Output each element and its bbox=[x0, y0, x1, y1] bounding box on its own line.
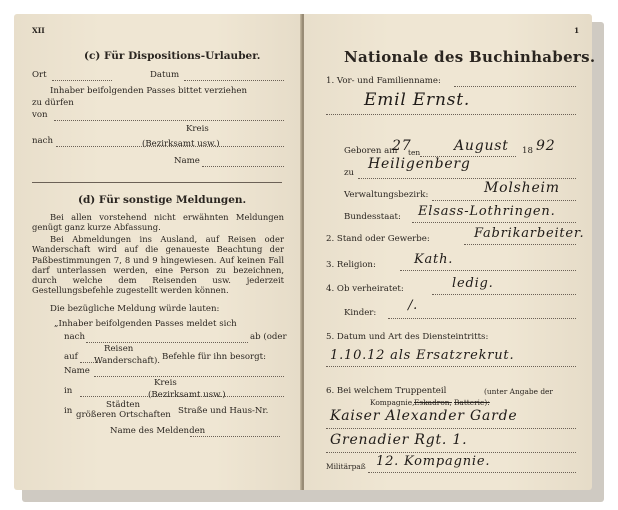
vorname-line2 bbox=[326, 114, 576, 115]
in-label-d: in bbox=[64, 386, 73, 396]
von-label: von bbox=[32, 110, 48, 120]
ab-oder: ab (oder bbox=[250, 332, 287, 342]
eskadron: Eskadron, bbox=[414, 398, 452, 407]
stand-line bbox=[464, 244, 576, 245]
stand-value: Fabrikarbeiter. bbox=[474, 226, 585, 241]
truppe-label2: Kompagnie, bbox=[370, 398, 415, 407]
groesseren-label: größeren Ortschaften bbox=[76, 410, 171, 420]
bezirksamt-d: (Bezirksamt usw.) bbox=[148, 390, 226, 400]
name-meldenden-line bbox=[190, 436, 280, 437]
bezirksamt-c: (Bezirksamt usw.) bbox=[142, 139, 220, 149]
datum-line bbox=[184, 80, 284, 81]
zu-line bbox=[358, 178, 576, 179]
section-c-heading: (c) Für Dispositions-Urlauber. bbox=[84, 50, 261, 62]
geboren-label: Geboren am bbox=[344, 146, 398, 156]
right-page bbox=[304, 14, 596, 490]
truppe-line2: Grenadier Rgt. 1. bbox=[330, 432, 468, 448]
truppe-label: 6. Bei welchem Truppenteil bbox=[326, 386, 447, 396]
geboren-ten: ten bbox=[408, 148, 421, 157]
truppe-rule2 bbox=[326, 452, 576, 453]
dienst-line bbox=[326, 366, 576, 367]
batterie: Batterie): bbox=[454, 398, 490, 407]
vorname-line1 bbox=[454, 86, 576, 87]
ort-line bbox=[52, 80, 112, 81]
strasse-label: Straße und Haus-Nr. bbox=[178, 406, 269, 416]
section-d-heading: (d) Für sonstige Meldungen. bbox=[78, 194, 247, 206]
verwaltung-line bbox=[432, 200, 576, 201]
in2-label: in bbox=[64, 406, 73, 416]
vorname-value: Emil Ernst. bbox=[364, 90, 471, 110]
truppe-line3: 12. Kompagnie. bbox=[376, 454, 491, 469]
verheiratet-value: ledig. bbox=[452, 276, 494, 291]
vorname-label: 1. Vor- und Familienname: bbox=[326, 76, 441, 86]
zu-label: zu bbox=[344, 168, 355, 178]
militaerpass-label: Militärpaß bbox=[326, 462, 366, 471]
section-d-para2: Bei Abmeldungen ins Ausland, auf Reisen oder Wanderschaft wird auf die genaueste Beachtung der Paßbestimmungen 7, 8 und 9 hingewiesen. Auf keinen Fall darf unterlassen werden, eine Person zu bezeichnen, durch welche dem Reisenden usw. jederzeit Gestellungsbefehle zugestellt werden können. bbox=[32, 234, 284, 296]
section-d-para1: Bei allen vorstehend nicht erwähnten Meldungen genügt ganz kurze Abfassung. bbox=[32, 212, 284, 233]
left-page bbox=[14, 14, 302, 490]
auf-label: auf bbox=[64, 352, 78, 362]
verwaltung-label: Verwaltungsbezirk: bbox=[344, 190, 429, 200]
nach-label-c: nach bbox=[32, 136, 54, 146]
befehle-label: Befehle für ihn besorgt: bbox=[162, 352, 267, 362]
kinder-label: Kinder: bbox=[344, 308, 377, 318]
stand-label: 2. Stand oder Gewerbe: bbox=[326, 234, 430, 244]
name-label-c: Name bbox=[174, 156, 200, 166]
von-line bbox=[54, 120, 284, 121]
kreis-label-c: Kreis bbox=[186, 124, 209, 134]
bundesstaat-label: Bundesstaat: bbox=[344, 212, 401, 222]
truppe-paren: (unter Angabe der bbox=[484, 387, 553, 396]
name-meldenden-label: Name des Meldenden bbox=[110, 426, 206, 436]
page-title: Nationale des Buchinhabers. bbox=[344, 48, 596, 66]
name-line-c bbox=[202, 166, 284, 167]
section-divider bbox=[32, 182, 282, 183]
verwaltung-value: Molsheim bbox=[484, 180, 560, 196]
name-line-d bbox=[94, 376, 284, 377]
truppe-rule3 bbox=[368, 472, 576, 473]
military-passbook bbox=[14, 14, 596, 490]
staedten-label: Städten bbox=[106, 400, 141, 410]
section-d-quote: „Inhaber beifolgenden Passes meldet sich bbox=[54, 319, 237, 329]
geboren-month: August bbox=[454, 138, 509, 154]
section-d-para3: Die bezügliche Meldung würde lauten: bbox=[50, 304, 220, 314]
nach-label-d: nach bbox=[64, 332, 86, 342]
wanderschaft-label: Wanderschaft). bbox=[94, 356, 161, 366]
name-label-d: Name bbox=[64, 366, 90, 376]
kinder-line bbox=[388, 318, 576, 319]
verheiratet-label: 4. Ob verheiratet: bbox=[326, 284, 404, 294]
religion-value: Kath. bbox=[414, 252, 454, 267]
section-c-line1: Inhaber beifolgenden Passes bittet verziehen bbox=[50, 86, 247, 96]
geboren-year: 92 bbox=[536, 138, 556, 154]
verheiratet-line bbox=[432, 294, 576, 295]
truppe-rule1 bbox=[326, 428, 576, 429]
geboren-day: 27 bbox=[392, 138, 412, 154]
religion-line bbox=[400, 270, 576, 271]
religion-label: 3. Religion: bbox=[326, 260, 376, 270]
dienst-label: 5. Datum und Art des Diensteintritts: bbox=[326, 332, 489, 342]
zu-value: Heiligenberg bbox=[368, 156, 471, 172]
kinder-value: /. bbox=[408, 298, 419, 313]
page-number-right: 1 bbox=[574, 26, 580, 35]
geboren-year-prefix: 18 bbox=[522, 146, 533, 156]
truppe-line1: Kaiser Alexander Garde bbox=[330, 408, 518, 424]
bundesstaat-value: Elsass-Lothringen. bbox=[418, 204, 556, 219]
bundesstaat-line bbox=[412, 222, 576, 223]
kreis-label-d: Kreis bbox=[154, 378, 177, 388]
page-number-left: XII bbox=[32, 26, 45, 35]
ort-label: Ort bbox=[32, 70, 47, 80]
section-c-line2: zu dürfen bbox=[32, 98, 74, 108]
datum-label: Datum bbox=[150, 70, 180, 80]
dienst-value: 1.10.12 als Ersatzrekrut. bbox=[330, 348, 515, 363]
reisen-label: Reisen bbox=[104, 344, 134, 354]
nach-line-d bbox=[86, 342, 248, 343]
